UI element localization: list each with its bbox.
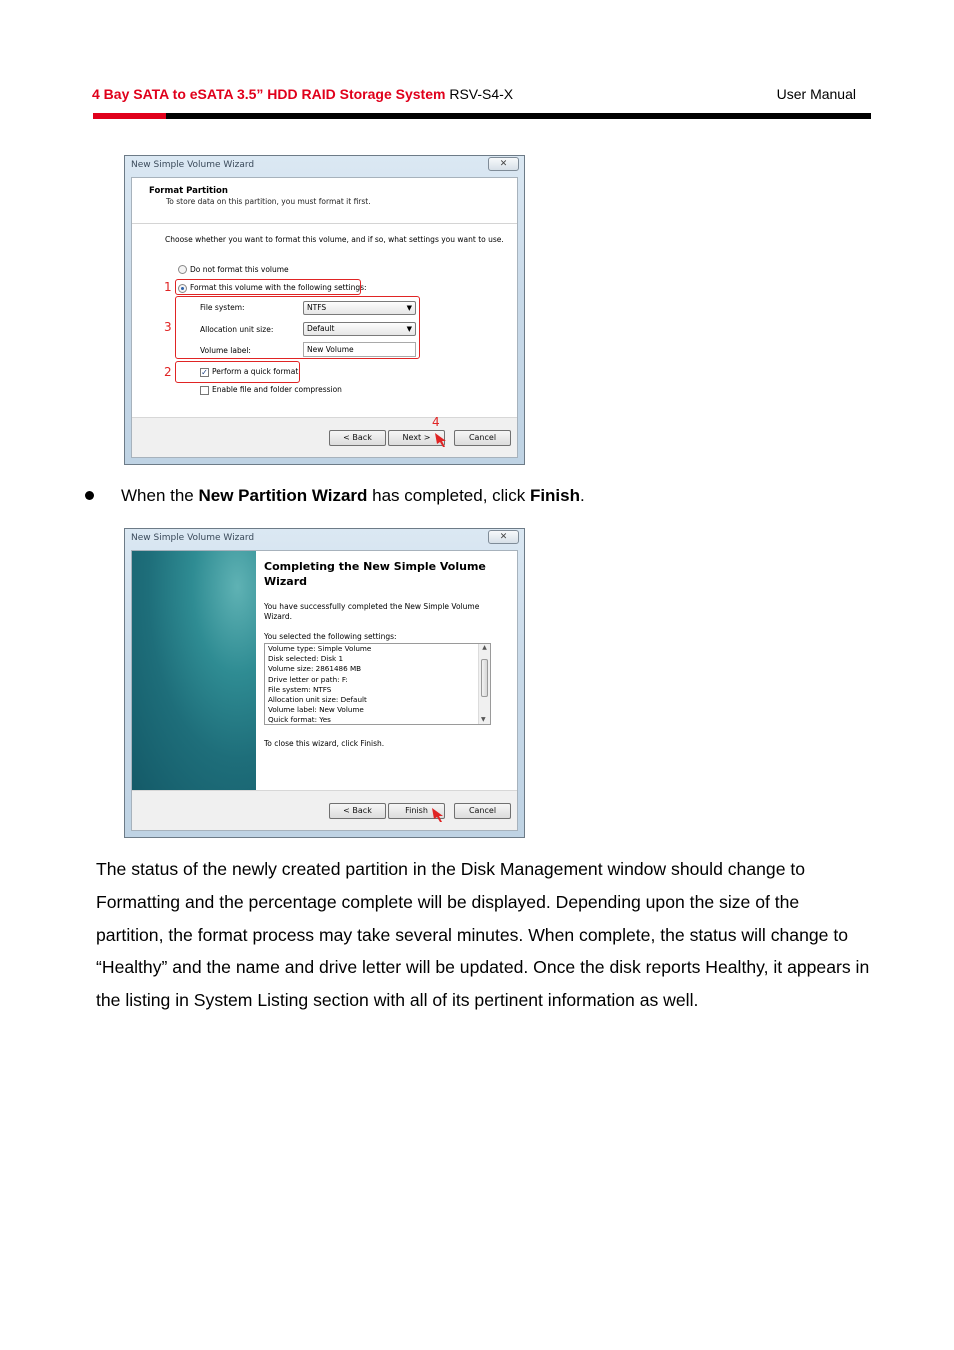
allocation-unit-value: Default bbox=[307, 324, 335, 333]
success-text: You have successfully completed the New Simple Volume Wizard. bbox=[264, 602, 480, 621]
scrollbar[interactable] bbox=[478, 644, 490, 724]
chevron-down-icon: ▼ bbox=[406, 304, 412, 312]
dialog-title: New Simple Volume Wizard bbox=[131, 160, 255, 170]
page-header bbox=[92, 86, 856, 106]
quick-format-label: Perform a quick format bbox=[212, 367, 299, 376]
annotation-box-2 bbox=[175, 361, 300, 383]
list-item: Drive letter or path: F: bbox=[268, 674, 348, 684]
list-item: Volume type: Simple Volume bbox=[268, 644, 372, 653]
settings-list[interactable] bbox=[264, 643, 491, 725]
compression-checkbox[interactable] bbox=[200, 386, 209, 395]
close-icon[interactable]: ✕ bbox=[488, 530, 519, 544]
wizard-subheading: To store data on this partition, you must format it first. bbox=[166, 197, 371, 206]
list-item: Allocation unit size: Default bbox=[268, 695, 367, 705]
close-hint: To close this wizard, click Finish. bbox=[264, 739, 385, 748]
header-doc-type: User Manual bbox=[776, 86, 856, 102]
settings-intro: You selected the following settings: bbox=[264, 632, 397, 641]
dialog-footer bbox=[132, 790, 517, 830]
radio-format-label: Format this volume with the following settings: bbox=[190, 283, 367, 292]
wizard-header bbox=[132, 178, 517, 224]
header-model: RSV-S4-X bbox=[445, 86, 514, 102]
annotation-number-2: 2 bbox=[164, 365, 172, 379]
next-button[interactable]: Next > bbox=[388, 430, 445, 446]
bullet-wizard-name: New Partition Wizard bbox=[198, 486, 368, 505]
format-prompt: Choose whether you want to format this volume, and if so, what settings you want to use. bbox=[165, 235, 504, 244]
close-icon[interactable]: ✕ bbox=[488, 157, 519, 171]
format-partition-dialog bbox=[124, 155, 525, 465]
list-item: Disk selected: Disk 1 bbox=[268, 654, 344, 664]
bullet-mid: has completed, click bbox=[367, 486, 530, 505]
header-rule-red bbox=[93, 113, 166, 119]
annotation-box-1 bbox=[175, 279, 361, 295]
list-item: Volume size: 2861486 MB bbox=[268, 664, 362, 674]
annotation-number-1: 1 bbox=[164, 280, 172, 294]
list-item: Volume label: New Volume bbox=[268, 705, 364, 715]
annotation-number-4: 4 bbox=[432, 415, 440, 429]
bullet-instruction bbox=[121, 486, 585, 506]
cancel-button[interactable]: Cancel bbox=[454, 430, 511, 446]
wizard-heading: Format Partition bbox=[149, 186, 228, 196]
volume-label-label: Volume label: bbox=[200, 346, 251, 355]
scroll-down-icon[interactable]: ▼ bbox=[481, 716, 486, 723]
completing-wizard-dialog bbox=[124, 528, 525, 838]
dialog-body bbox=[131, 177, 518, 458]
cancel-button[interactable]: Cancel bbox=[454, 803, 511, 819]
back-button[interactable]: < Back bbox=[329, 430, 386, 446]
header-rule-black bbox=[166, 113, 871, 119]
wizard-heading: Completing the New Simple Volume Wizard bbox=[264, 560, 486, 588]
quick-format-checkbox[interactable]: ✓ bbox=[201, 368, 208, 377]
dialog-body bbox=[131, 550, 518, 831]
pointer-arrow-icon bbox=[434, 432, 450, 448]
radio-no-format-label: Do not format this volume bbox=[190, 265, 289, 274]
bullet-post: . bbox=[580, 486, 585, 505]
compression-label: Enable file and folder compression bbox=[212, 385, 342, 394]
dialog-title: New Simple Volume Wizard bbox=[131, 533, 255, 543]
file-system-label: File system: bbox=[200, 303, 245, 312]
finish-button[interactable]: Finish bbox=[388, 803, 445, 819]
volume-label-input[interactable]: New Volume bbox=[303, 342, 416, 357]
annotation-number-3: 3 bbox=[164, 320, 172, 334]
bullet-finish: Finish bbox=[529, 486, 580, 505]
bullet-pre: When the bbox=[121, 486, 199, 505]
chevron-down-icon: ▼ bbox=[406, 325, 412, 333]
wizard-side-banner bbox=[132, 551, 256, 790]
file-system-value: NTFS bbox=[307, 303, 327, 312]
status-paragraph: The status of the newly created partition in the Disk Management window should change to Formatting and the percentage complete will be displayed. Depending upon the size of the partition, the format process may take several minutes. When complete, the status will change to “Healthy” and the name and drive letter will be updated. Once the disk reports Healthy, it appears in the listing in System Listing section with all of its pertinent information as well. bbox=[96, 859, 870, 1011]
scrollbar-thumb[interactable] bbox=[481, 659, 488, 697]
annotation-box-3 bbox=[175, 296, 420, 359]
header-product bbox=[92, 86, 513, 102]
dialog-footer bbox=[132, 417, 517, 457]
list-item: File system: NTFS bbox=[268, 684, 332, 694]
scroll-up-icon[interactable]: ▲ bbox=[482, 644, 487, 651]
header-product-name: 4 Bay SATA to eSATA 3.5” HDD RAID Storage System bbox=[92, 86, 446, 102]
back-button[interactable]: < Back bbox=[329, 803, 386, 819]
list-item: Quick format: Yes bbox=[268, 715, 331, 725]
bullet-point bbox=[85, 491, 94, 500]
allocation-unit-label: Allocation unit size: bbox=[200, 325, 274, 334]
radio-no-format[interactable] bbox=[178, 265, 187, 274]
pointer-arrow-icon bbox=[431, 807, 447, 823]
